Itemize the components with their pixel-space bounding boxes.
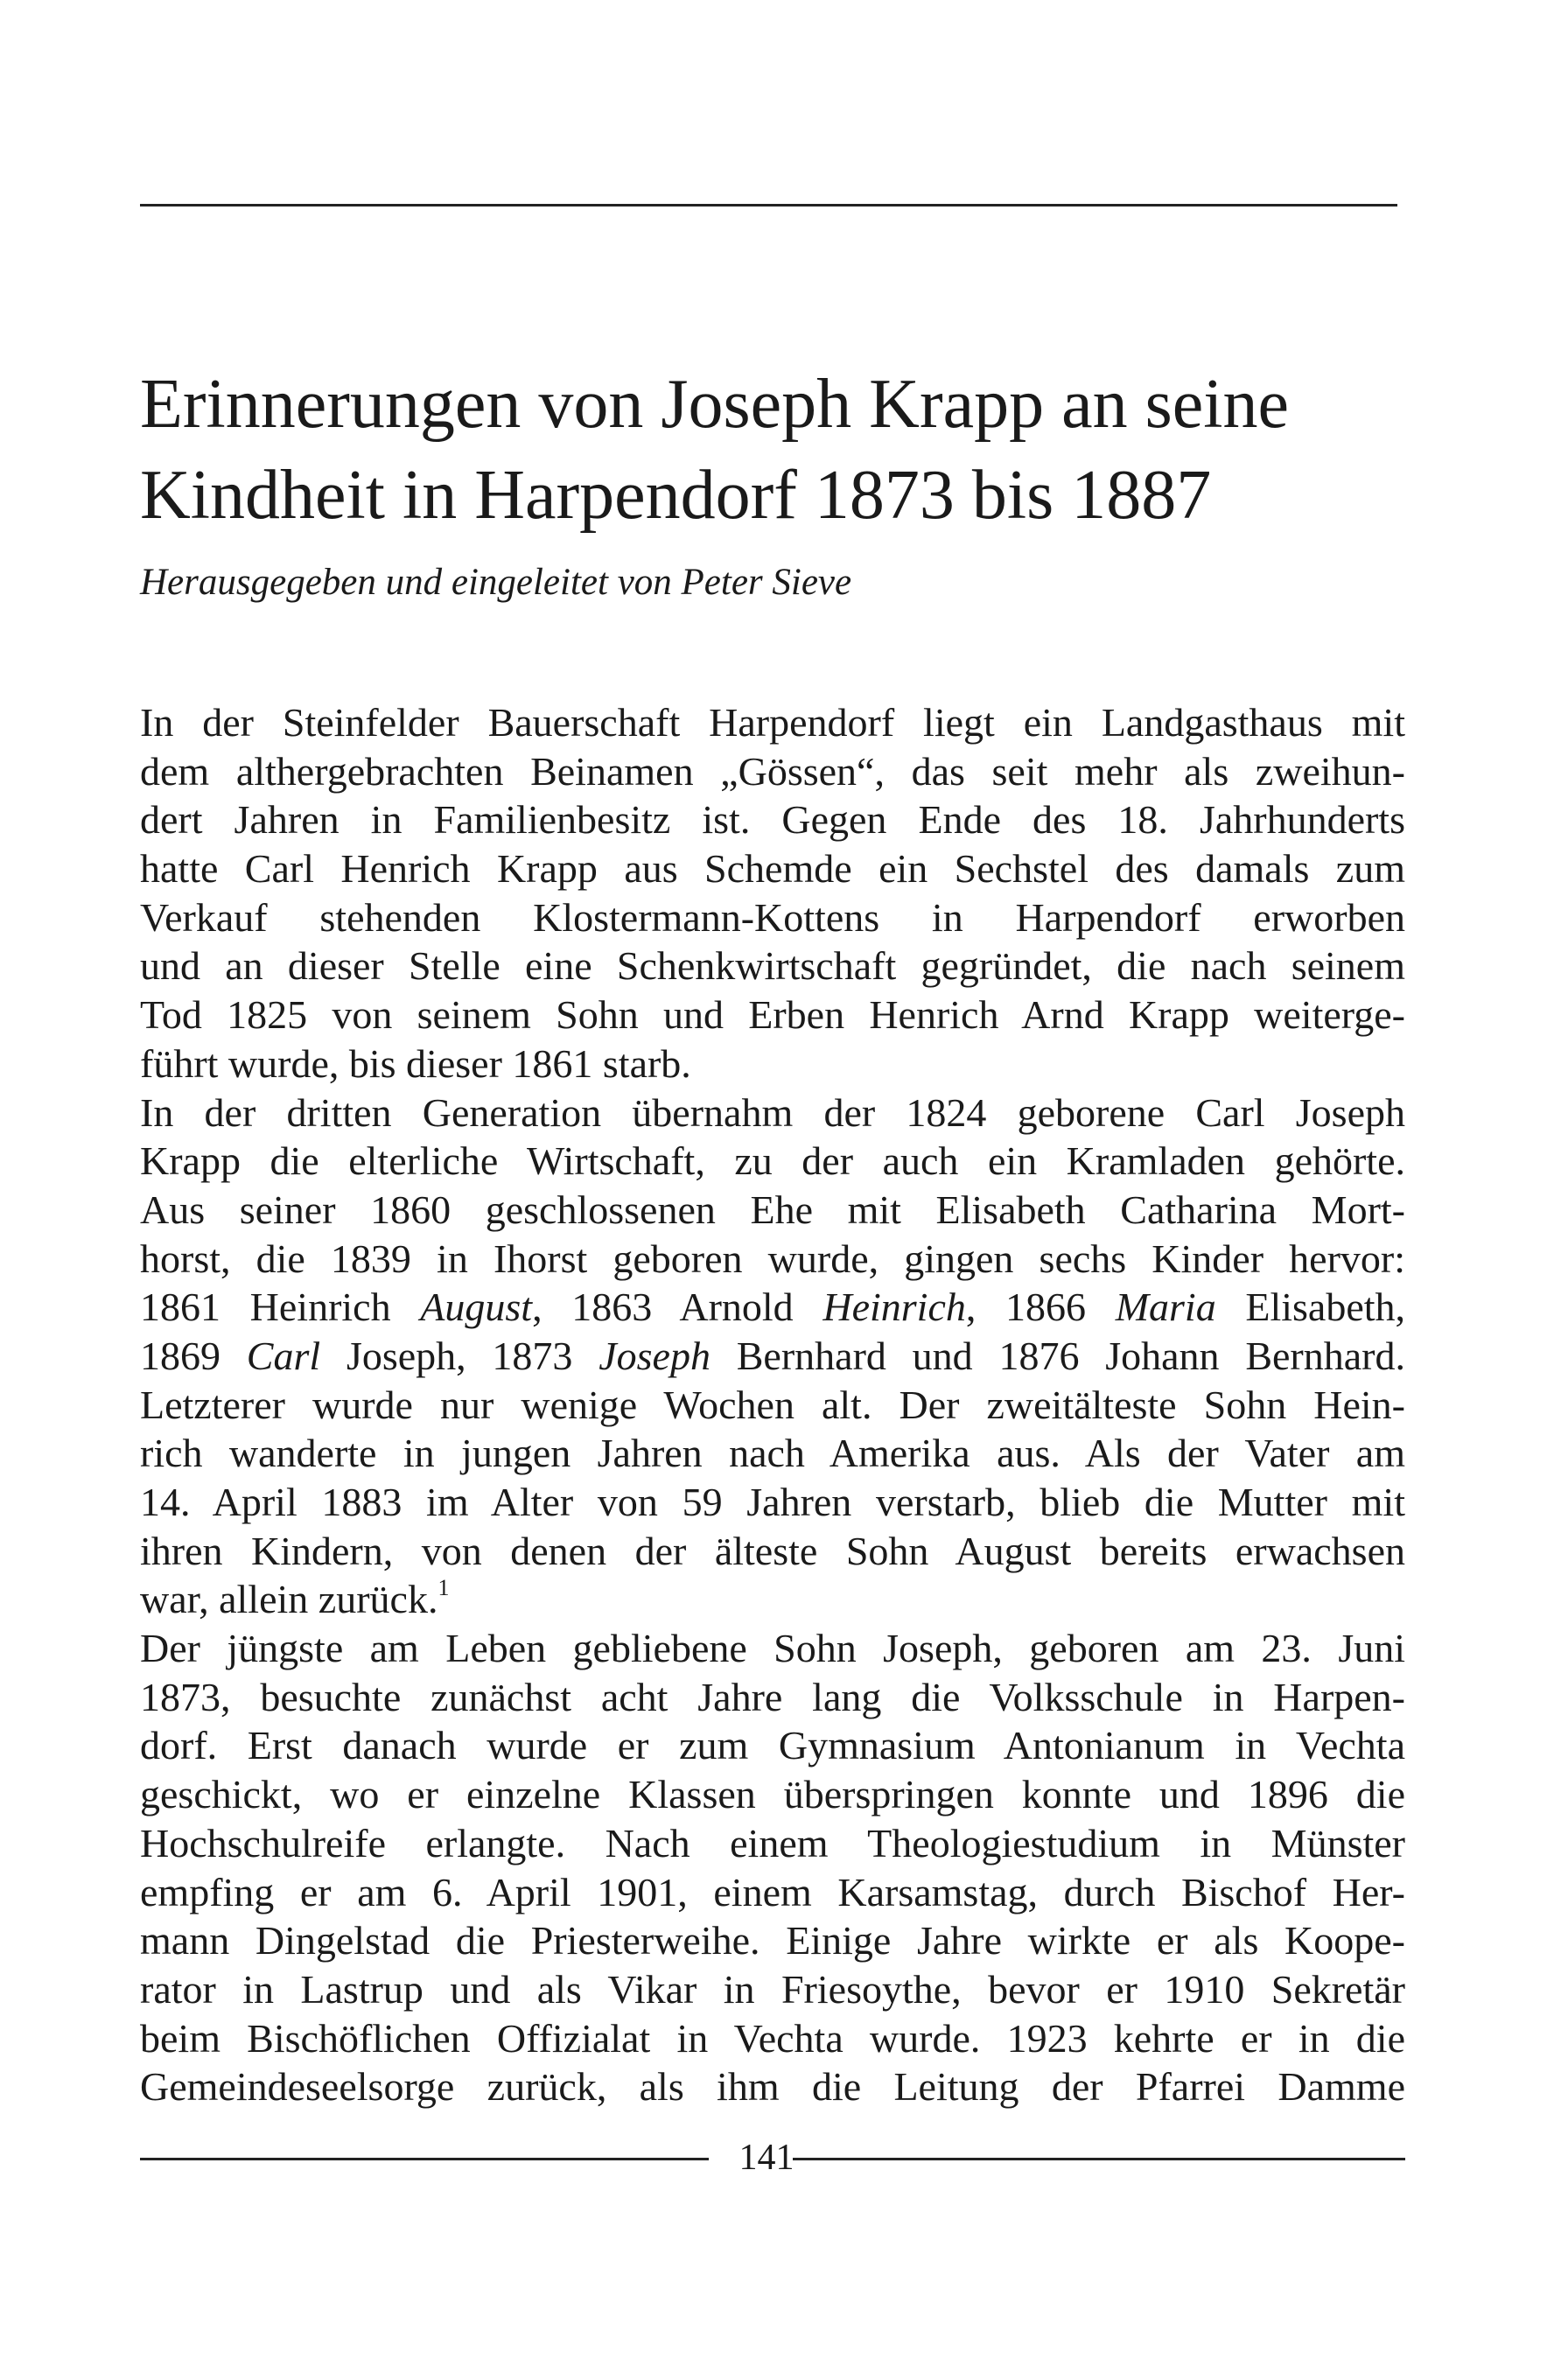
- body-line: führt wurde, bis dieser 1861 starb.: [140, 1040, 691, 1086]
- footer-rule-right: [793, 2158, 1405, 2160]
- body-text: [140, 698, 1405, 2111]
- body-line: 1873, besuchte zunächst acht Jahre lang die Volksschule in Harpen-: [140, 1674, 1405, 1719]
- body-line: 1861 Heinrich August, 1863 Arnold Heinrich, 1866 Maria Elisabeth,: [140, 1284, 1406, 1330]
- body-line: In der dritten Generation übernahm der 1824 geborene Carl Joseph: [140, 1089, 1405, 1135]
- article-title-line-1: Erinnerungen von Joseph Krapp an seine: [140, 366, 1289, 443]
- name-joseph: Joseph: [598, 1333, 710, 1378]
- body-line: empfing er am 6. April 1901, einem Karsamstag, durch Bischof Her-: [140, 1869, 1405, 1914]
- article-title-line-2: Kindheit in Harpendorf 1873 bis 1887: [140, 457, 1212, 534]
- body-line: rich wanderte in jungen Jahren nach Amerika aus. Als der Vater am: [140, 1431, 1405, 1476]
- name-carl: Carl: [246, 1333, 321, 1378]
- body-line: Hochschulreife erlangte. Nach einem Theologiestudium in Münster: [140, 1820, 1405, 1866]
- body-line: ihren Kindern, von denen der älteste Sohn August bereits erwachsen: [140, 1528, 1405, 1573]
- page-footer: [140, 2132, 1405, 2184]
- body-line: geschickt, wo er einzelne Klassen überspringen konnte und 1896 die: [140, 1772, 1405, 1817]
- body-line: 14. April 1883 im Alter von 59 Jahren verstarb, blieb die Mutter mit: [140, 1480, 1405, 1524]
- body-line: war, allein zurück.$^1$: [140, 1575, 450, 1622]
- body-line: und an dieser Stelle eine Schenkwirtschaft gegründet, die nach seinem: [140, 943, 1405, 989]
- name-heinrich: Heinrich: [822, 1284, 966, 1330]
- footer-rule-left: [140, 2158, 709, 2160]
- body-line: Aus seiner 1860 geschlossenen Ehe mit Elisabeth Catharina Mort-: [140, 1186, 1405, 1232]
- body-line: dem althergebrachten Beinamen „Gössen“, das seit mehr als zweihun-: [140, 748, 1405, 794]
- body-line: Krapp die elterliche Wirtschaft, zu der auch ein Kramladen gehörte.: [140, 1138, 1405, 1184]
- body-line: Tod 1825 von seinem Sohn und Erben Henrich Arnd Krapp weiterge-: [140, 992, 1405, 1038]
- body-line: In der Steinfelder Bauerschaft Harpendorf liegt ein Landgasthaus mit: [140, 700, 1405, 745]
- article-subtitle: Herausgegeben und eingeleitet von Peter Sieve: [140, 562, 852, 603]
- name-august: August: [420, 1284, 533, 1330]
- body-line: rator in Lastrup und als Vikar in Friesoythe, bevor er 1910 Sekretär: [140, 1966, 1405, 2012]
- body-line: Der jüngste am Leben gebliebene Sohn Joseph, geboren am 23. Juni: [140, 1626, 1405, 1671]
- body-line: dert Jahren in Familienbesitz ist. Gegen Ende des 18. Jahrhunderts: [140, 797, 1405, 843]
- footnote-ref[interactable]: 1: [438, 1575, 450, 1601]
- body-line: horst, die 1839 in Ihorst geboren wurde, gingen sechs Kinder hervor:: [140, 1236, 1405, 1281]
- body-line: Verkauf stehenden Klostermann-Kottens in Harpendorf erworben: [140, 894, 1405, 940]
- body-line: dorf. Erst danach wurde er zum Gymnasium Antonianum in Vechta: [140, 1723, 1405, 1768]
- page-number: 141: [738, 2138, 794, 2178]
- body-line: hatte Carl Henrich Krapp aus Schemde ein Sechstel des damals zum: [140, 846, 1405, 892]
- top-rule: [140, 204, 1397, 206]
- body-line: beim Bischöflichen Offizialat in Vechta wurde. 1923 kehrte er in die: [140, 2015, 1405, 2061]
- body-line: Gemeindeseelsorge zurück, als ihm die Leitung der Pfarrei Damme: [140, 2064, 1405, 2110]
- body-line: 1869 Carl Joseph, 1873 Joseph Bernhard und 1876 Johann Bernhard.: [140, 1333, 1405, 1378]
- name-maria: Maria: [1115, 1284, 1216, 1330]
- article-title: [140, 359, 1409, 541]
- body-line: Letzterer wurde nur wenige Wochen alt. Der zweitälteste Sohn Hein-: [140, 1382, 1405, 1427]
- body-line: mann Dingelstad die Priesterweihe. Einige Jahre wirkte er als Koope-: [140, 1918, 1405, 1964]
